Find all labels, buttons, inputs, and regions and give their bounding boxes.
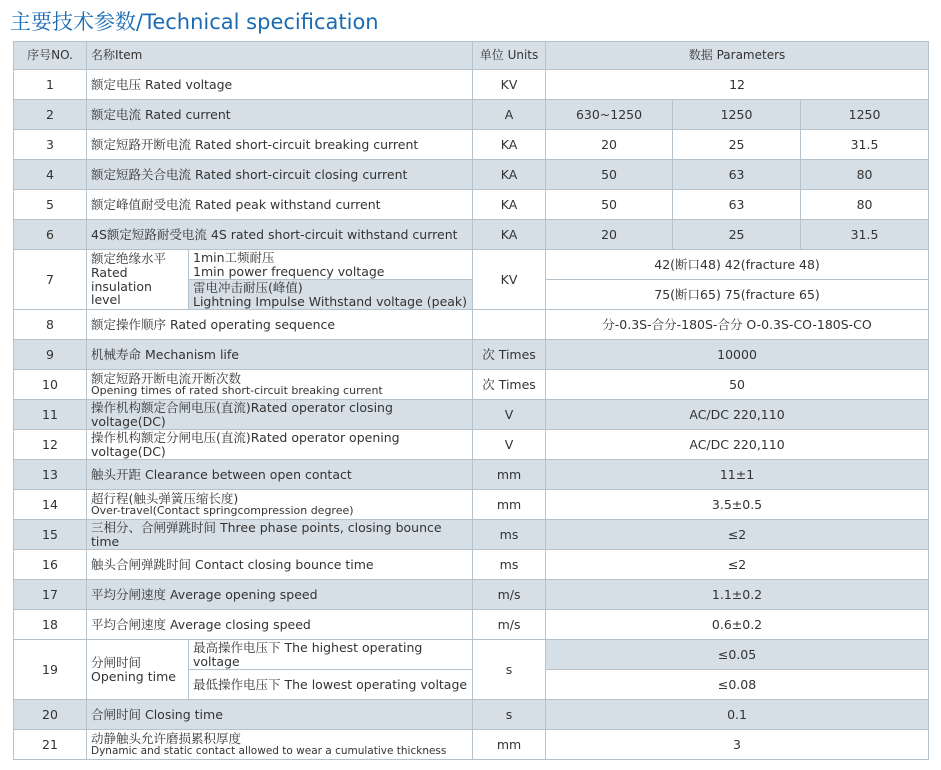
row-value: 11±1 bbox=[546, 460, 929, 490]
row-item: 额定操作顺序 Rated operating sequence bbox=[87, 310, 473, 340]
row-unit: s bbox=[473, 640, 546, 700]
row-value: 42(断口48) 42(fracture 48) bbox=[546, 250, 929, 280]
row-unit: KA bbox=[473, 130, 546, 160]
spec-table bbox=[13, 41, 929, 760]
row-no: 2 bbox=[14, 100, 87, 130]
table-row bbox=[14, 220, 929, 250]
row-no: 13 bbox=[14, 460, 87, 490]
row-no: 20 bbox=[14, 700, 87, 730]
row-no: 12 bbox=[14, 430, 87, 460]
row-item-en: Opening times of rated short-circuit breaking current bbox=[91, 384, 383, 398]
table-row bbox=[14, 160, 929, 190]
page-title: 主要技术参数/Technical specification bbox=[10, 10, 379, 34]
row-no: 9 bbox=[14, 340, 87, 370]
row-unit: V bbox=[473, 400, 546, 430]
row-no: 17 bbox=[14, 580, 87, 610]
row-unit: m/s bbox=[473, 580, 546, 610]
row-item-en: Dynamic and static contact allowed to wear a cumulative thickness bbox=[91, 744, 447, 757]
row-value: 3 bbox=[546, 730, 929, 760]
row-item-zh: 超行程(触头弹簧压缩长度) bbox=[91, 490, 239, 506]
row-value: 63 bbox=[673, 160, 801, 190]
table-row bbox=[14, 430, 929, 460]
row-value: 20 bbox=[546, 220, 673, 250]
row-item: 额定短路关合电流 Rated short-circuit closing current bbox=[87, 160, 473, 190]
row-item bbox=[87, 370, 473, 400]
row-no: 1 bbox=[14, 70, 87, 100]
row-item: 额定峰值耐受电流 Rated peak withstand current bbox=[87, 190, 473, 220]
header-params: 数据 Parameters bbox=[546, 42, 929, 70]
row-item: 机械寿命 Mechanism life bbox=[87, 340, 473, 370]
row-value: 25 bbox=[673, 130, 801, 160]
row-value: 630~1250 bbox=[546, 100, 673, 130]
row-value: 63 bbox=[673, 190, 801, 220]
table-row bbox=[14, 640, 929, 670]
row-item bbox=[87, 640, 189, 700]
row-no: 4 bbox=[14, 160, 87, 190]
row-no: 16 bbox=[14, 550, 87, 580]
row-item-zh: 动静触头允许磨损累积厚度 bbox=[91, 730, 242, 746]
table-row bbox=[14, 730, 929, 760]
row-item-en: insulation level bbox=[91, 278, 152, 308]
row-item-zh: 分闸时间 bbox=[91, 654, 142, 670]
table-row bbox=[14, 460, 929, 490]
row-unit: s bbox=[473, 700, 546, 730]
row-value: AC/DC 220,110 bbox=[546, 400, 929, 430]
row-value: 25 bbox=[673, 220, 801, 250]
row-value: 75(断口65) 75(fracture 65) bbox=[546, 280, 929, 310]
table-header-row bbox=[14, 42, 929, 70]
row-value: 3.5±0.5 bbox=[546, 490, 929, 520]
table-row bbox=[14, 520, 929, 550]
row-subitem-zh: 1min工频耐压 bbox=[193, 249, 275, 265]
row-value: ≤2 bbox=[546, 520, 929, 550]
table-row bbox=[14, 400, 929, 430]
row-value: 20 bbox=[546, 130, 673, 160]
table-row bbox=[14, 370, 929, 400]
row-subitem-en: 1min power frequency voltage bbox=[193, 263, 385, 279]
row-item: 平均分闸速度 Average opening speed bbox=[87, 580, 473, 610]
table-row bbox=[14, 130, 929, 160]
header-no: 序号NO. bbox=[14, 42, 87, 70]
row-item: 额定电压 Rated voltage bbox=[87, 70, 473, 100]
row-value: 31.5 bbox=[801, 220, 929, 250]
row-item bbox=[87, 730, 473, 760]
row-value: 1250 bbox=[801, 100, 929, 130]
table-row bbox=[14, 250, 929, 280]
row-item bbox=[87, 490, 473, 520]
row-item-en: Over-travel(Contact springcompression degree) bbox=[91, 504, 354, 518]
table-row bbox=[14, 550, 929, 580]
row-item bbox=[87, 250, 189, 310]
row-unit: KV bbox=[473, 250, 546, 310]
row-no: 15 bbox=[14, 520, 87, 550]
row-unit: 次 Times bbox=[473, 340, 546, 370]
row-unit: ms bbox=[473, 550, 546, 580]
row-value: 12 bbox=[546, 70, 929, 100]
row-no: 19 bbox=[14, 640, 87, 700]
row-value: 80 bbox=[801, 190, 929, 220]
table-row bbox=[14, 100, 929, 130]
row-unit: mm bbox=[473, 730, 546, 760]
row-item: 操作机构额定合闸电压(直流)Rated operator closing voltage(DC) bbox=[87, 400, 473, 430]
row-value: 10000 bbox=[546, 340, 929, 370]
row-item: 平均合闸速度 Average closing speed bbox=[87, 610, 473, 640]
row-unit bbox=[473, 310, 546, 340]
row-no: 11 bbox=[14, 400, 87, 430]
table-row bbox=[14, 310, 929, 340]
row-no: 14 bbox=[14, 490, 87, 520]
row-value: 0.6±0.2 bbox=[546, 610, 929, 640]
row-no: 21 bbox=[14, 730, 87, 760]
row-unit: KV bbox=[473, 70, 546, 100]
row-value: 0.1 bbox=[546, 700, 929, 730]
table-row bbox=[14, 610, 929, 640]
row-unit: m/s bbox=[473, 610, 546, 640]
row-value: 50 bbox=[546, 190, 673, 220]
row-unit: A bbox=[473, 100, 546, 130]
row-unit: KA bbox=[473, 220, 546, 250]
row-item: 额定短路开断电流 Rated short-circuit breaking current bbox=[87, 130, 473, 160]
table-row bbox=[14, 340, 929, 370]
header-unit: 单位 Units bbox=[473, 42, 546, 70]
row-unit: KA bbox=[473, 190, 546, 220]
row-subitem-zh: 雷电冲击耐压(峰值) bbox=[193, 279, 303, 295]
row-subitem-en: Lightning Impulse Withstand voltage (peak) bbox=[193, 293, 468, 309]
row-no: 7 bbox=[14, 250, 87, 310]
row-no: 18 bbox=[14, 610, 87, 640]
row-subitem bbox=[189, 250, 473, 280]
row-item-zh: 额定短路开断电流开断次数 bbox=[91, 370, 242, 386]
row-item: 触头开距 Clearance between open contact bbox=[87, 460, 473, 490]
row-value: 50 bbox=[546, 370, 929, 400]
row-no: 10 bbox=[14, 370, 87, 400]
table-row bbox=[14, 580, 929, 610]
row-no: 6 bbox=[14, 220, 87, 250]
row-unit: KA bbox=[473, 160, 546, 190]
row-value: ≤0.08 bbox=[546, 670, 929, 700]
row-item-zh: 额定绝缘水平 bbox=[91, 251, 167, 266]
row-value: 分-0.3S-合分-180S-合分 O-0.3S-CO-180S-CO bbox=[546, 310, 929, 340]
table-row bbox=[14, 490, 929, 520]
table-row bbox=[14, 190, 929, 220]
row-unit: mm bbox=[473, 490, 546, 520]
row-no: 3 bbox=[14, 130, 87, 160]
row-item: 三相分、合闸弹跳时间 Three phase points, closing bounce time bbox=[87, 520, 473, 550]
row-value: 1250 bbox=[673, 100, 801, 130]
row-unit: V bbox=[473, 430, 546, 460]
row-value: 31.5 bbox=[801, 130, 929, 160]
row-unit: ms bbox=[473, 520, 546, 550]
row-no: 8 bbox=[14, 310, 87, 340]
header-item: 名称Item bbox=[87, 42, 473, 70]
table-row bbox=[14, 700, 929, 730]
row-subitem: 最高操作电压下 The highest operating voltage bbox=[189, 640, 473, 670]
row-item-en: Opening time bbox=[91, 668, 176, 684]
row-value: AC/DC 220,110 bbox=[546, 430, 929, 460]
row-item: 4S额定短路耐受电流 4S rated short-circuit withstand current bbox=[87, 220, 473, 250]
row-unit: mm bbox=[473, 460, 546, 490]
row-item: 操作机构额定分闸电压(直流)Rated operator opening voltage(DC) bbox=[87, 430, 473, 460]
row-value: ≤0.05 bbox=[546, 640, 929, 670]
row-item-en: Rated bbox=[91, 264, 128, 280]
row-subitem bbox=[189, 280, 473, 310]
row-value: 1.1±0.2 bbox=[546, 580, 929, 610]
row-subitem: 最低操作电压下 The lowest operating voltage bbox=[189, 670, 473, 700]
row-item: 合闸时间 Closing time bbox=[87, 700, 473, 730]
row-no: 5 bbox=[14, 190, 87, 220]
row-unit: 次 Times bbox=[473, 370, 546, 400]
row-value: 50 bbox=[546, 160, 673, 190]
row-item: 额定电流 Rated current bbox=[87, 100, 473, 130]
row-item: 触头合闸弹跳时间 Contact closing bounce time bbox=[87, 550, 473, 580]
table-row bbox=[14, 70, 929, 100]
row-value: 80 bbox=[801, 160, 929, 190]
row-value: ≤2 bbox=[546, 550, 929, 580]
